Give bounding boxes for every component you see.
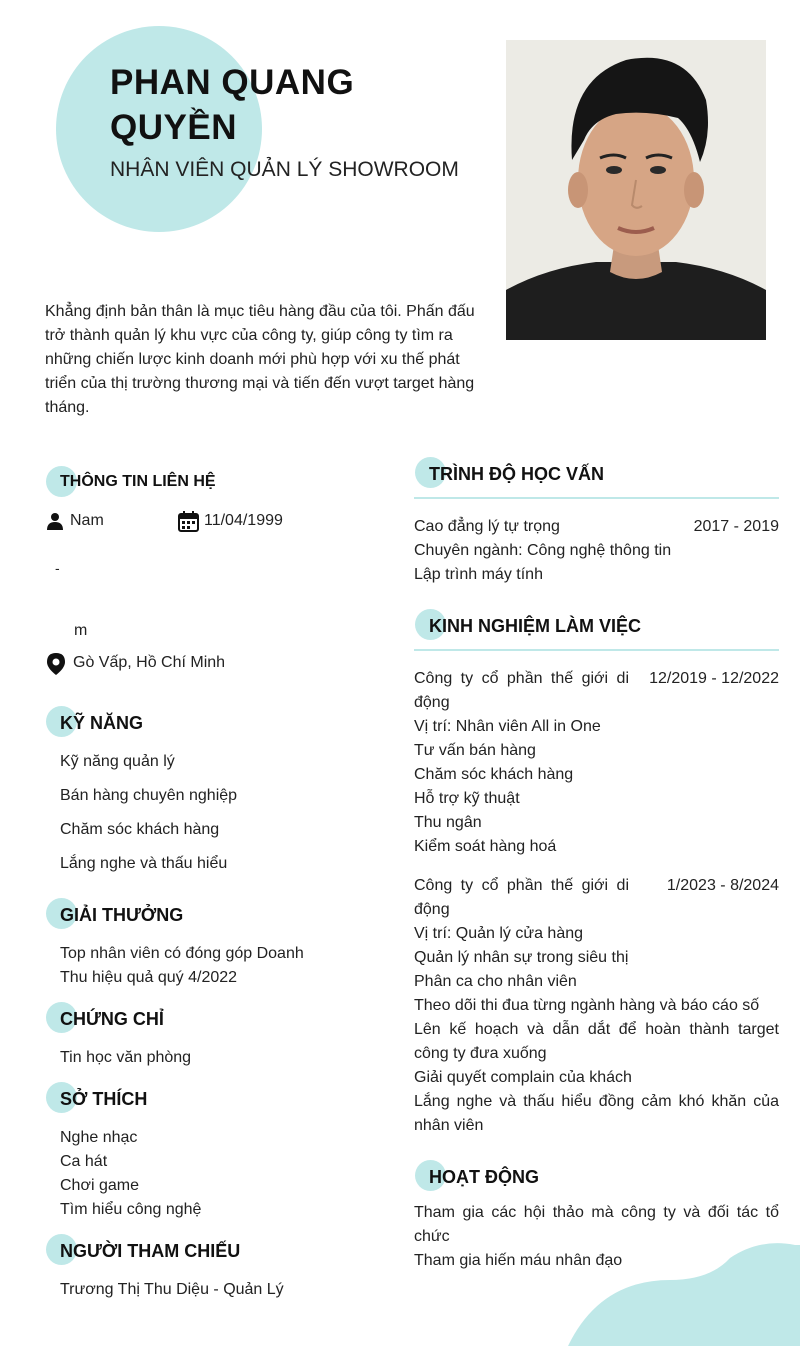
hobby-item: Chơi game (60, 1177, 139, 1194)
hobbies-list (60, 1126, 201, 1222)
job-line: Vị trí: Nhân viên All in One (414, 718, 601, 735)
job-details (414, 715, 779, 859)
activities-section-title: HOẠT ĐỘNG (429, 1167, 539, 1187)
activity-item: Tham gia hiến máu nhân đạo (414, 1252, 623, 1269)
section-divider (414, 497, 779, 499)
references-section-title: NGƯỜI THAM CHIẾU (60, 1241, 241, 1261)
user-icon (47, 512, 63, 535)
hobby-item: Tìm hiểu công nghệ (60, 1201, 202, 1218)
job-line: Giải quyết complain của khách (414, 1069, 632, 1086)
job-entry (414, 874, 779, 1138)
skill-item: Lắng nghe và thấu hiểu (60, 855, 228, 872)
career-summary: Khẳng định bản thân là mục tiêu hàng đầu của tôi. Phấn đấu trở thành quản lý khu vực của công ty, giúp công ty tìm ra những chiến lược kinh doanh mới phù hợp với xu thế phát triển của thị trường thương mại và tiến đến vượt target hàng tháng. (45, 303, 475, 416)
experience-section-title: KINH NGHIỆM LÀM VIỆC (429, 616, 642, 636)
job-line: Kiểm soát hàng hoá (414, 838, 557, 855)
skill-item: Bán hàng chuyên nghiệp (60, 787, 238, 804)
awards-section-title: GIẢI THƯỞNG (60, 905, 184, 925)
job-details (414, 922, 779, 1138)
footer-decor-blob (560, 1240, 800, 1351)
birthday-value: 11/04/1999 (204, 512, 283, 529)
activity-item: Tham gia các hội thảo mà công ty và đối tác tổ chức (414, 1204, 779, 1245)
reference-item: Trương Thị Thu Diệu - Quản Lý (60, 1281, 284, 1298)
job-line: Hỗ trợ kỹ thuật (414, 790, 520, 807)
job-entry (414, 667, 779, 859)
education-line: Lập trình máy tính (414, 566, 543, 583)
education-section-title: TRÌNH ĐỘ HỌC VẤN (429, 464, 604, 484)
job-line: Phân ca cho nhân viên (414, 973, 577, 990)
job-line: Thu ngân (414, 814, 482, 831)
hobbies-section-title: SỞ THÍCH (60, 1089, 148, 1109)
contact-fragment-dash: - (55, 560, 60, 576)
location-pin-icon (47, 653, 65, 680)
education-period: 2017 - 2019 (693, 518, 779, 535)
profile-photo (506, 40, 766, 340)
hobby-item: Ca hát (60, 1153, 108, 1170)
job-period: 12/2019 - 12/2022 (649, 670, 779, 687)
job-line: Vị trí: Quản lý cửa hàng (414, 925, 584, 942)
section-divider (414, 649, 779, 651)
awards-list (60, 942, 304, 990)
contact-section-title: THÔNG TIN LIÊN HỆ (60, 473, 216, 490)
candidate-title: NHÂN VIÊN QUẢN LÝ SHOWROOM (110, 158, 459, 181)
education-line: Chuyên ngành: Công nghệ thông tin (414, 542, 672, 559)
award-line: Thu hiệu quả quý 4/2022 (60, 969, 238, 986)
certificate-item: Tin học văn phòng (60, 1049, 192, 1066)
job-period: 1/2023 - 8/2024 (666, 877, 779, 894)
skill-item: Kỹ năng quản lý (60, 753, 175, 770)
contact-fragment-m: m (74, 622, 88, 639)
address-value: Gò Vấp, Hồ Chí Minh (73, 654, 226, 671)
hobby-item: Nghe nhạc (60, 1129, 138, 1146)
job-line: Tư vấn bán hàng (414, 742, 536, 759)
job-company: Công ty cổ phần thế giới di động (414, 670, 629, 711)
certificates-section-title: CHỨNG CHỈ (60, 1009, 164, 1029)
job-line: Quản lý nhân sự trong siêu thị (414, 949, 629, 966)
education-school: Cao đẳng lý tự trọng (414, 518, 560, 535)
job-company: Công ty cổ phần thế giới di động (414, 877, 629, 918)
job-line: Theo dõi thi đua từng ngành hàng và báo cáo số (414, 997, 760, 1014)
gender-value: Nam (70, 512, 104, 529)
award-line: Top nhân viên có đóng góp Doanh (60, 945, 304, 962)
skills-section-title: KỸ NĂNG (60, 713, 144, 733)
job-line: Lắng nghe và thấu hiểu đồng cảm khó khăn của nhân viên (414, 1093, 779, 1134)
education-details (414, 539, 671, 587)
candidate-name: PHAN QUANG QUYỀN (110, 63, 355, 147)
job-line: Lên kế hoạch và dẫn dắt để hoàn thành target công ty đưa xuống (414, 1021, 779, 1062)
job-line: Chăm sóc khách hàng (414, 766, 574, 783)
skill-item: Chăm sóc khách hàng (60, 821, 220, 838)
calendar-icon (178, 511, 199, 537)
